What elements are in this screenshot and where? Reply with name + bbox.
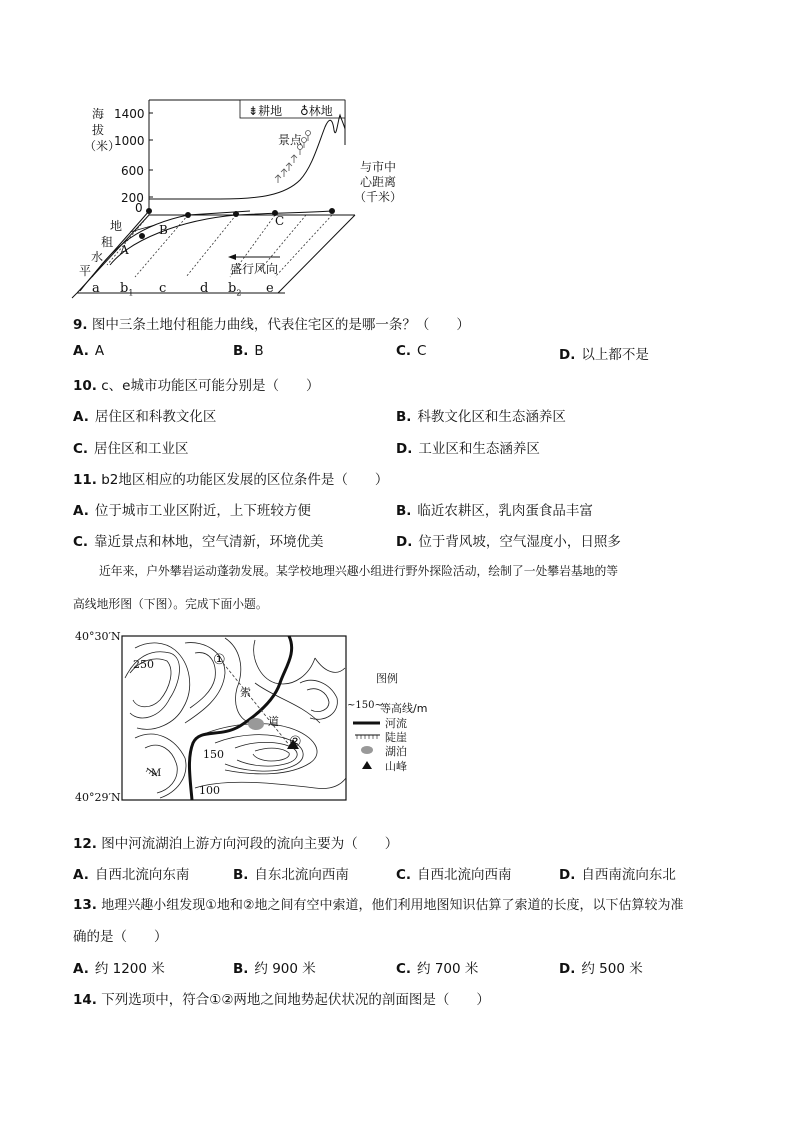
curve-label-c: C — [275, 214, 285, 228]
legend-contour: 等高线/m — [380, 702, 428, 715]
q9-option-c[interactable]: C. C — [396, 343, 427, 359]
q9-option-a[interactable]: A. A — [73, 343, 105, 359]
forest-icon: ♁ — [300, 104, 309, 118]
q11-option-a[interactable]: A. 位于城市工业区附近，上下班较方便 — [73, 503, 311, 519]
point-2-label: ② — [289, 734, 302, 750]
question-13-line-2: 确的是（ ） — [73, 929, 168, 945]
figure-land-rent — [70, 95, 403, 300]
legend-peak: 山峰 — [385, 760, 407, 773]
question-12: 12. 图中河流湖泊上游方向河段的流向主要为（ ） — [73, 836, 399, 852]
q11-option-d[interactable]: D. 位于背风坡，空气湿度小，日照多 — [396, 534, 621, 550]
q10-option-a[interactable]: A. 居住区和科教文化区 — [73, 409, 217, 425]
legend-lake: 湖泊 — [385, 745, 407, 758]
legend-forest: ♁林地 — [300, 104, 333, 118]
intro-line-1: 近年来，户外攀岩运动蓬勃发展。某学校地理兴趣小组进行野外探险活动，绘制了一处攀岩基地的等 — [99, 564, 619, 578]
ropeway-label-2: 道 — [268, 715, 279, 728]
question-10: 10. c、e城市功能区可能分别是（ ） — [73, 378, 320, 394]
q11-option-b[interactable]: B. 临近农耕区，乳肉蛋食品丰富 — [396, 503, 593, 519]
zone-d: d — [200, 281, 209, 296]
ropeway-label-1: 索 — [240, 686, 251, 699]
legend-farmland: ⇟耕地 — [248, 104, 283, 118]
zone-b1: $b_1$ — [120, 281, 134, 298]
question-13: 13. 地理兴趣小组发现①地和②地之间有空中索道，他们利用地图知识估算了索道的长度，以下估算较为准 — [73, 897, 684, 913]
contour-label-100: 100 — [199, 784, 220, 797]
legend-title: 图例 — [376, 672, 398, 685]
wind-label: 盛行风向 — [230, 262, 279, 276]
contour-label-150: 150 — [203, 748, 224, 761]
y-tick-1000: 1000 — [114, 134, 145, 148]
contour-label-250: 250 — [133, 658, 154, 671]
lat-top: 40°30′N — [75, 630, 121, 643]
lat-bottom: 40°29′N — [75, 791, 121, 804]
point-m-label: M — [151, 768, 162, 779]
q12-option-c[interactable]: C. 自西北流向西南 — [396, 867, 512, 883]
zone-b2: $b_2$ — [228, 281, 242, 298]
y-axis-label-2: 拔 — [92, 123, 105, 137]
zone-c: c — [159, 281, 167, 296]
y-tick-600: 600 — [121, 164, 144, 178]
x-axis-label-1: 与市中 — [360, 160, 397, 174]
question-14: 14. 下列选项中，符合①②两地之间地势起伏状况的剖面图是（ ） — [73, 992, 490, 1008]
rent-label-4: 平 — [79, 264, 92, 278]
zone-a: a — [92, 281, 100, 296]
curve-label-a: A — [120, 243, 129, 257]
q10-option-d[interactable]: D. 工业区和生态涵养区 — [396, 441, 540, 457]
y-axis-label-1: 海 — [92, 107, 105, 121]
figure-contour-map — [75, 628, 455, 808]
question-11: 11. b2地区相应的功能区发展的区位条件是（ ） — [73, 472, 389, 488]
curve-label-b: B — [159, 223, 168, 237]
rent-label-3: 水 — [91, 250, 104, 264]
legend-river: 河流 — [385, 717, 407, 730]
q12-option-a[interactable]: A. 自西北流向东南 — [73, 867, 190, 883]
rent-label-1: 地 — [110, 219, 123, 233]
q9-option-b[interactable]: B. B — [233, 343, 264, 359]
q11-option-c[interactable]: C. 靠近景点和林地，空气清新，环境优美 — [73, 534, 324, 550]
question-9: 9. 图中三条土地付租能力曲线，代表住宅区的是哪一条？（ ） — [73, 317, 470, 333]
q13-option-c[interactable]: C. 约 700 米 — [396, 961, 479, 977]
q9-option-d[interactable]: D. 以上都不是 — [559, 347, 649, 363]
q12-option-d[interactable]: D. 自西南流向东北 — [559, 867, 676, 883]
rent-label-2: 租 — [101, 235, 114, 249]
y-tick-1400: 1400 — [114, 107, 145, 121]
x-axis-label-2: 心距离 — [360, 175, 397, 189]
q10-option-b[interactable]: B. 科教文化区和生态涵养区 — [396, 409, 566, 425]
zone-e: e — [266, 281, 274, 296]
q13-option-d[interactable]: D. 约 500 米 — [559, 961, 643, 977]
legend-cliff: 陡崖 — [385, 731, 407, 744]
q12-option-b[interactable]: B. 自东北流向西南 — [233, 867, 349, 883]
point-1-label: ① — [213, 652, 226, 668]
intro-line-2: 高线地形图（下图）。完成下面小题。 — [73, 597, 268, 611]
y-tick-200: 200 — [121, 191, 144, 205]
scenic-label: 景点 — [278, 133, 303, 147]
q13-option-a[interactable]: A. 约 1200 米 — [73, 961, 165, 977]
x-axis-label-3: （千米） — [354, 190, 403, 204]
farmland-icon: ⇟ — [248, 104, 259, 118]
q13-option-b[interactable]: B. 约 900 米 — [233, 961, 316, 977]
legend-contour-sample: ~150~ — [347, 700, 383, 711]
y-axis-label-3: （米） — [84, 139, 121, 153]
q10-option-c[interactable]: C. 居住区和工业区 — [73, 441, 189, 457]
y-tick-0: 0 — [135, 201, 143, 215]
